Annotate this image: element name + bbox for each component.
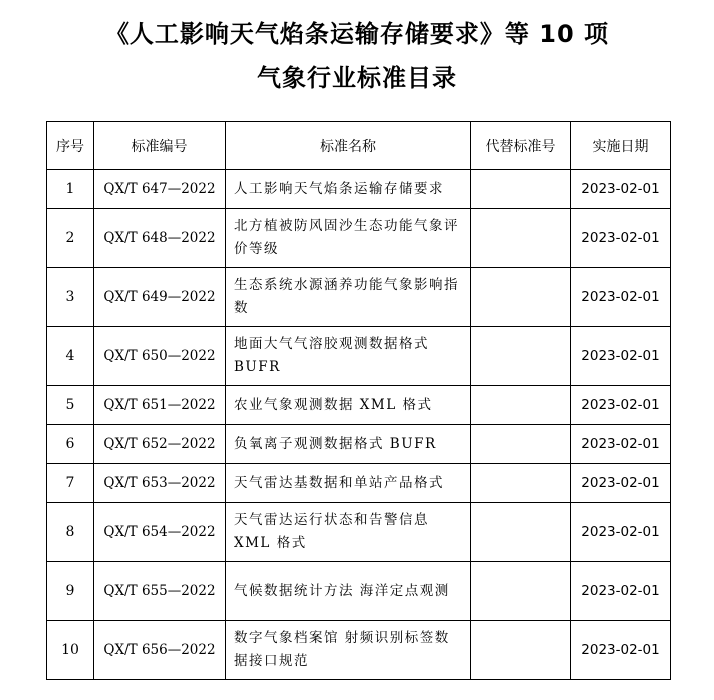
row-name: 数字气象档案馆 射频识别标签数据接口规范: [226, 621, 471, 680]
row-name: 天气雷达运行状态和告警信息 XML 格式: [226, 503, 471, 562]
row-date: 2023-02-01: [571, 464, 671, 503]
table-row: [47, 268, 671, 327]
row-index: 1: [47, 170, 94, 209]
row-date: 2023-02-01: [571, 268, 671, 327]
row-date: 2023-02-01: [571, 209, 671, 268]
row-index: 5: [47, 386, 94, 425]
row-replaces: [471, 170, 571, 209]
row-name: 负氧离子观测数据格式 BUFR: [226, 425, 471, 464]
row-index: 3: [47, 268, 94, 327]
row-code: QX/T 654—2022: [94, 503, 226, 562]
row-index: 7: [47, 464, 94, 503]
row-code: QX/T 649—2022: [94, 268, 226, 327]
row-date: 2023-02-01: [571, 327, 671, 386]
table-header-row: [47, 122, 671, 170]
row-index: 2: [47, 209, 94, 268]
header-index: 序号: [47, 122, 94, 170]
row-name: 气候数据统计方法 海洋定点观测: [226, 562, 471, 621]
table-row: [47, 170, 671, 209]
table-row: [47, 464, 671, 503]
row-date: 2023-02-01: [571, 386, 671, 425]
row-replaces: [471, 268, 571, 327]
table-row: [47, 209, 671, 268]
row-index: 4: [47, 327, 94, 386]
header-date: 实施日期: [571, 122, 671, 170]
row-replaces: [471, 503, 571, 562]
header-code: 标准编号: [94, 122, 226, 170]
table-row: [47, 503, 671, 562]
row-replaces: [471, 209, 571, 268]
row-name: 农业气象观测数据 XML 格式: [226, 386, 471, 425]
standards-table: [46, 121, 671, 680]
row-code: QX/T 653—2022: [94, 464, 226, 503]
row-replaces: [471, 327, 571, 386]
row-code: QX/T 652—2022: [94, 425, 226, 464]
row-name: 北方植被防风固沙生态功能气象评价等级: [226, 209, 471, 268]
row-code: QX/T 651—2022: [94, 386, 226, 425]
row-code: QX/T 650—2022: [94, 327, 226, 386]
row-index: 10: [47, 621, 94, 680]
row-date: 2023-02-01: [571, 425, 671, 464]
table-row: [47, 425, 671, 464]
table-row: [47, 386, 671, 425]
row-name: 天气雷达基数据和单站产品格式: [226, 464, 471, 503]
row-date: 2023-02-01: [571, 621, 671, 680]
table-row: [47, 327, 671, 386]
row-replaces: [471, 562, 571, 621]
row-index: 8: [47, 503, 94, 562]
row-index: 9: [47, 562, 94, 621]
table-row: [47, 562, 671, 621]
row-date: 2023-02-01: [571, 170, 671, 209]
row-name: 人工影响天气焰条运输存储要求: [226, 170, 471, 209]
row-replaces: [471, 386, 571, 425]
row-name: 生态系统水源涵养功能气象影响指数: [226, 268, 471, 327]
row-code: QX/T 647—2022: [94, 170, 226, 209]
row-code: QX/T 648—2022: [94, 209, 226, 268]
row-name: 地面大气气溶胶观测数据格式 BUFR: [226, 327, 471, 386]
header-name: 标准名称: [226, 122, 471, 170]
row-code: QX/T 656—2022: [94, 621, 226, 680]
header-replaces: 代替标准号: [471, 122, 571, 170]
row-date: 2023-02-01: [571, 562, 671, 621]
row-index: 6: [47, 425, 94, 464]
document-title-line1: 《人工影响天气焰条运输存储要求》等 10 项: [104, 20, 610, 48]
row-replaces: [471, 464, 571, 503]
document-title-line2: 气象行业标准目录: [257, 64, 457, 92]
row-code: QX/T 655—2022: [94, 562, 226, 621]
row-replaces: [471, 425, 571, 464]
row-date: 2023-02-01: [571, 503, 671, 562]
row-replaces: [471, 621, 571, 680]
table-row: [47, 621, 671, 680]
